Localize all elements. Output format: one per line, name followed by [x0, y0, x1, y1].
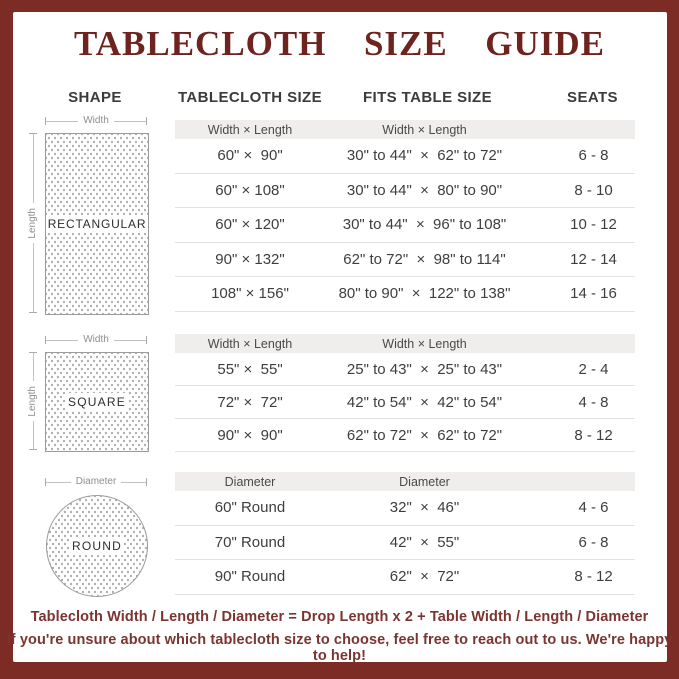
table-row [175, 386, 635, 419]
seats-cell: 4 - 6 [578, 499, 609, 517]
fits-cell: 62" × 72" [389, 568, 460, 586]
dimension-tick [29, 312, 37, 313]
table-row [175, 277, 635, 312]
page-title: TABLECLOTH SIZE GUIDE [74, 24, 605, 63]
table-subheader [175, 472, 635, 491]
size-cell: 108" × 156" [211, 285, 289, 303]
table-row [175, 243, 635, 278]
dimension-line [33, 353, 34, 381]
dimension-tick [29, 449, 37, 450]
footer-note: If you're unsure about which tablecloth size to choose, feel free to reach out to us. We're happy to help! [6, 632, 673, 664]
fits-cell: 42" × 55" [389, 533, 460, 551]
fits-cell: 62" to 72" × 62" to 72" [346, 426, 503, 444]
fits-cell: 62" to 72" × 98" to 114" [343, 250, 506, 268]
length-dimension-label: Length [27, 385, 38, 417]
diameter-dimension-line [45, 475, 147, 489]
dimension-tick [146, 336, 147, 344]
table-row [175, 208, 635, 243]
width-dimension-line [45, 114, 147, 128]
rectangular-shape-label: RECTANGULAR [47, 217, 147, 231]
seats-cell: 2 - 4 [578, 360, 609, 378]
size-cell: 55" × 55" [217, 360, 283, 378]
column-header-seats: SEATS [567, 89, 618, 106]
size-cell: 60" × 120" [215, 216, 285, 234]
round-shape [46, 495, 148, 597]
size-cell: 60" Round [214, 499, 286, 517]
seats-cell: 10 - 12 [570, 216, 617, 234]
table-row [175, 353, 635, 386]
table-row [175, 139, 635, 174]
fits-cell: 80" to 90" × 122" to 138" [338, 285, 511, 303]
seats-cell: 8 - 10 [574, 181, 613, 199]
square-shape-label: SQUARE [68, 395, 126, 409]
size-cell: 90" × 90" [217, 426, 283, 444]
dimension-tick [146, 478, 147, 486]
column-header-tablecloth-size: TABLECLOTH SIZE [177, 89, 323, 106]
length-dimension-line [26, 352, 40, 450]
fits-cell: 42" to 54" × 42" to 54" [346, 393, 503, 411]
table-subheader [175, 334, 635, 353]
fits-cell: 30" to 44" × 96" to 108" [342, 216, 507, 234]
size-cell: 90" Round [214, 568, 286, 586]
length-dimension-line [26, 133, 40, 313]
table-row [175, 491, 635, 526]
table-row [175, 174, 635, 209]
dimension-line [46, 482, 71, 483]
seats-cell: 6 - 8 [578, 533, 609, 551]
fits-cell: 25" to 43" × 25" to 43" [346, 360, 503, 378]
dimension-tick [146, 117, 147, 125]
square-size-table [175, 334, 635, 452]
round-size-table [175, 472, 635, 595]
seats-cell: 6 - 8 [578, 147, 609, 165]
width-dimension-label: Width [83, 115, 109, 126]
dimension-line [33, 421, 34, 449]
fits-cell: 32" × 46" [389, 499, 460, 517]
round-shape-label: ROUND [72, 539, 122, 553]
diameter-dimension-label: Diameter [75, 476, 117, 487]
seats-cell: 12 - 14 [570, 250, 617, 268]
seats-cell: 8 - 12 [574, 568, 613, 586]
column-header-shape: SHAPE [68, 89, 122, 106]
dimension-line [46, 121, 78, 122]
subheader-fits-label: Diameter [399, 474, 450, 489]
rectangular-shape [45, 133, 149, 315]
subheader-fits-label: Width × Length [382, 336, 467, 351]
size-cell: 60" × 90" [217, 147, 283, 165]
dimension-line [33, 243, 34, 312]
subheader-size-label: Diameter [224, 474, 276, 489]
fits-cell: 30" to 44" × 62" to 72" [346, 147, 503, 165]
subheader-size-label: Width × Length [207, 336, 293, 351]
seats-cell: 14 - 16 [570, 285, 617, 303]
table-subheader [175, 120, 635, 139]
dimension-line [114, 340, 146, 341]
size-cell: 72" × 72" [217, 393, 283, 411]
subheader-fits-label: Width × Length [382, 122, 467, 137]
table-row [175, 560, 635, 595]
rectangular-size-table [175, 120, 635, 312]
table-row [175, 526, 635, 561]
length-dimension-label: Length [27, 207, 38, 239]
seats-cell: 4 - 8 [578, 393, 609, 411]
size-cell: 70" Round [214, 533, 286, 551]
subheader-size-label: Width × Length [207, 122, 293, 137]
dimension-line [114, 121, 146, 122]
width-dimension-line [45, 333, 147, 347]
column-header-fits-table-size: FITS TABLE SIZE [362, 89, 493, 106]
fits-cell: 30" to 44" × 80" to 90" [346, 181, 503, 199]
table-row [175, 419, 635, 452]
size-cell: 90" × 132" [215, 250, 285, 268]
footer-formula: Tablecloth Width / Length / Diameter = Drop Length x 2 + Table Width / Length / Diameter [30, 609, 649, 625]
dimension-line [33, 134, 34, 203]
dimension-line [46, 340, 78, 341]
square-shape [45, 352, 149, 452]
dimension-line [121, 482, 146, 483]
size-cell: 60" × 108" [215, 181, 285, 199]
width-dimension-label: Width [83, 334, 109, 345]
seats-cell: 8 - 12 [574, 426, 613, 444]
